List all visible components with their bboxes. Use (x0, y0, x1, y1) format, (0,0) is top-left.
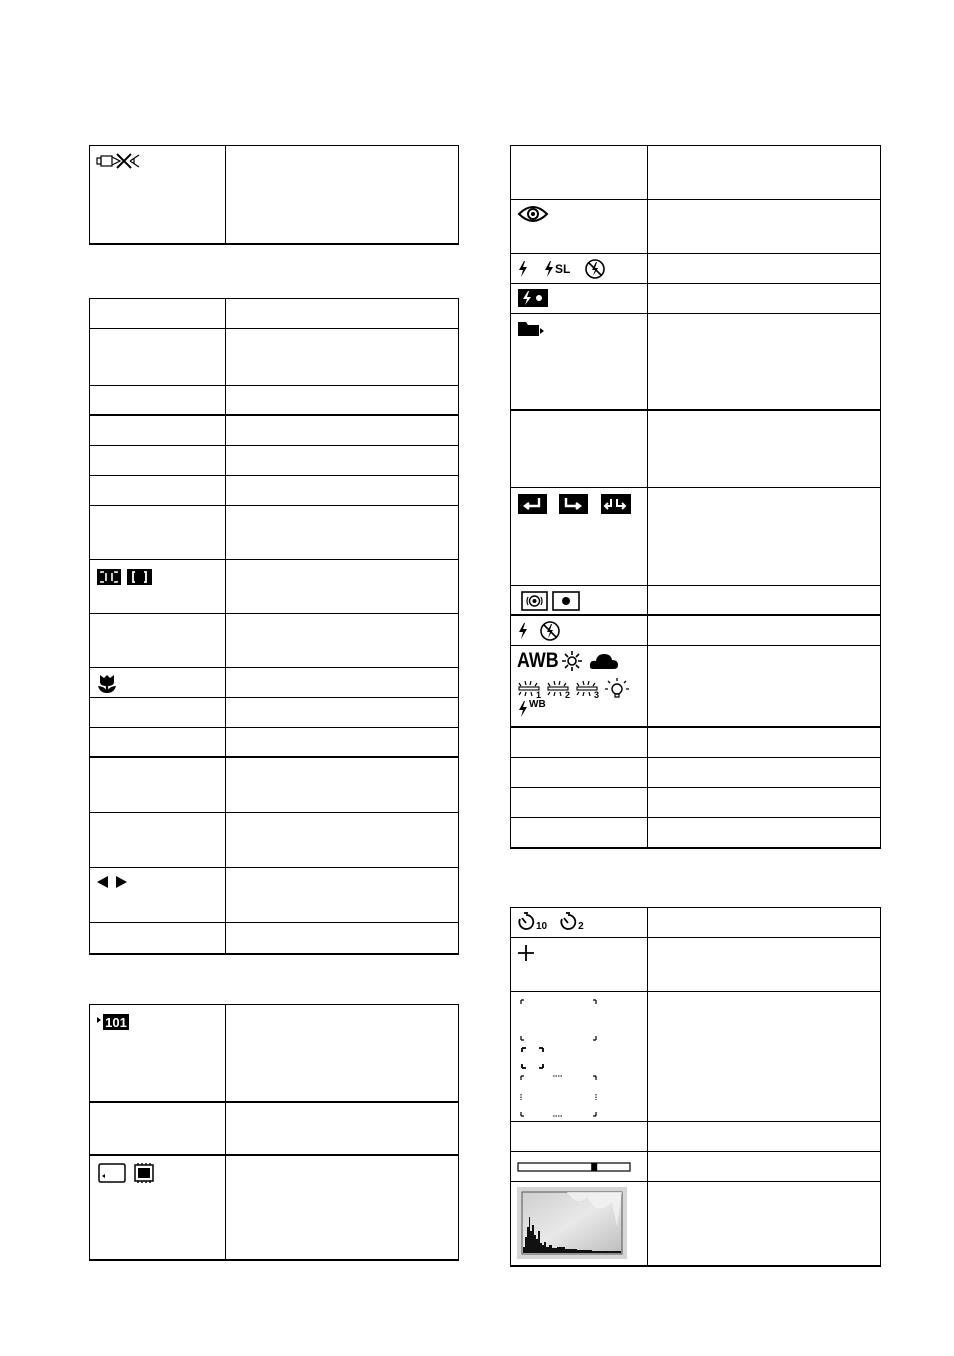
table-row (90, 1103, 458, 1156)
table-row (511, 908, 880, 938)
table-row (511, 411, 880, 488)
table-row (90, 923, 458, 953)
macro-tulip-icon (96, 674, 118, 694)
table-row (511, 818, 880, 847)
table-row (90, 329, 458, 386)
svg-text:2: 2 (565, 690, 571, 699)
table-row (511, 758, 880, 788)
table-row (511, 788, 880, 818)
change-folder-icon (517, 320, 545, 338)
svg-text:1: 1 (536, 690, 542, 699)
table-row (511, 1182, 880, 1265)
right-table-2 (510, 907, 881, 1267)
table-row (511, 646, 880, 728)
table-row (90, 560, 458, 614)
table-row (511, 146, 880, 200)
table-row (90, 146, 458, 243)
af-range-finder-frame-icon (517, 996, 601, 1118)
metering-mode-icon (521, 591, 581, 611)
table-row (511, 200, 880, 254)
left-table-1 (89, 145, 459, 245)
table-row (90, 758, 458, 813)
table-row (90, 506, 458, 560)
table-row (511, 938, 880, 992)
flash-mode-icon: SL (517, 258, 606, 280)
table-row (90, 728, 458, 758)
table-row (511, 314, 880, 411)
self-timer-icon: 10 2 (517, 912, 584, 932)
table-row (511, 254, 880, 284)
svg-text:101: 101 (105, 1015, 127, 1030)
table-row (511, 616, 880, 646)
left-table-2 (89, 298, 459, 955)
table-row (90, 868, 458, 923)
table-row (90, 299, 458, 329)
table-row (511, 1122, 880, 1152)
table-row (90, 813, 458, 868)
memory-card-icon (98, 1163, 126, 1183)
svg-text:3: 3 (594, 690, 600, 699)
burst-bracket-icon (517, 493, 633, 515)
exposure-bar-icon (517, 1162, 631, 1172)
table-row (90, 1005, 458, 1103)
white-balance-icon: AWB 1 2 3 WB (517, 650, 643, 722)
table-row (90, 476, 458, 506)
af-range-finder-frame-icon (96, 568, 156, 586)
table-row (511, 284, 880, 314)
spot-metering-crosshair-icon (517, 944, 535, 962)
right-table-1 (510, 145, 881, 849)
table-row (511, 488, 880, 586)
table-row (511, 728, 880, 758)
flash-charging-icon (517, 288, 549, 308)
table-row (90, 446, 458, 476)
left-table-3 (89, 1004, 459, 1261)
table-row (511, 586, 880, 616)
table-row (90, 416, 458, 446)
recording-folder-101-icon (96, 1013, 130, 1031)
table-row (90, 698, 458, 728)
histogram-icon (517, 1187, 627, 1259)
table-row (90, 668, 458, 698)
table-row (90, 1156, 458, 1259)
table-row (511, 992, 880, 1122)
table-row (90, 386, 458, 416)
red-eye-reduction-icon (517, 204, 549, 224)
table-row (90, 614, 458, 668)
table-row (511, 1152, 880, 1182)
pictbridge-connecting-icon (96, 152, 140, 170)
arrow-left-right-icon (96, 875, 128, 889)
exposure-bar-marker (591, 1163, 597, 1171)
flash-mode-icon (517, 620, 561, 642)
internal-memory-icon (132, 1162, 156, 1184)
